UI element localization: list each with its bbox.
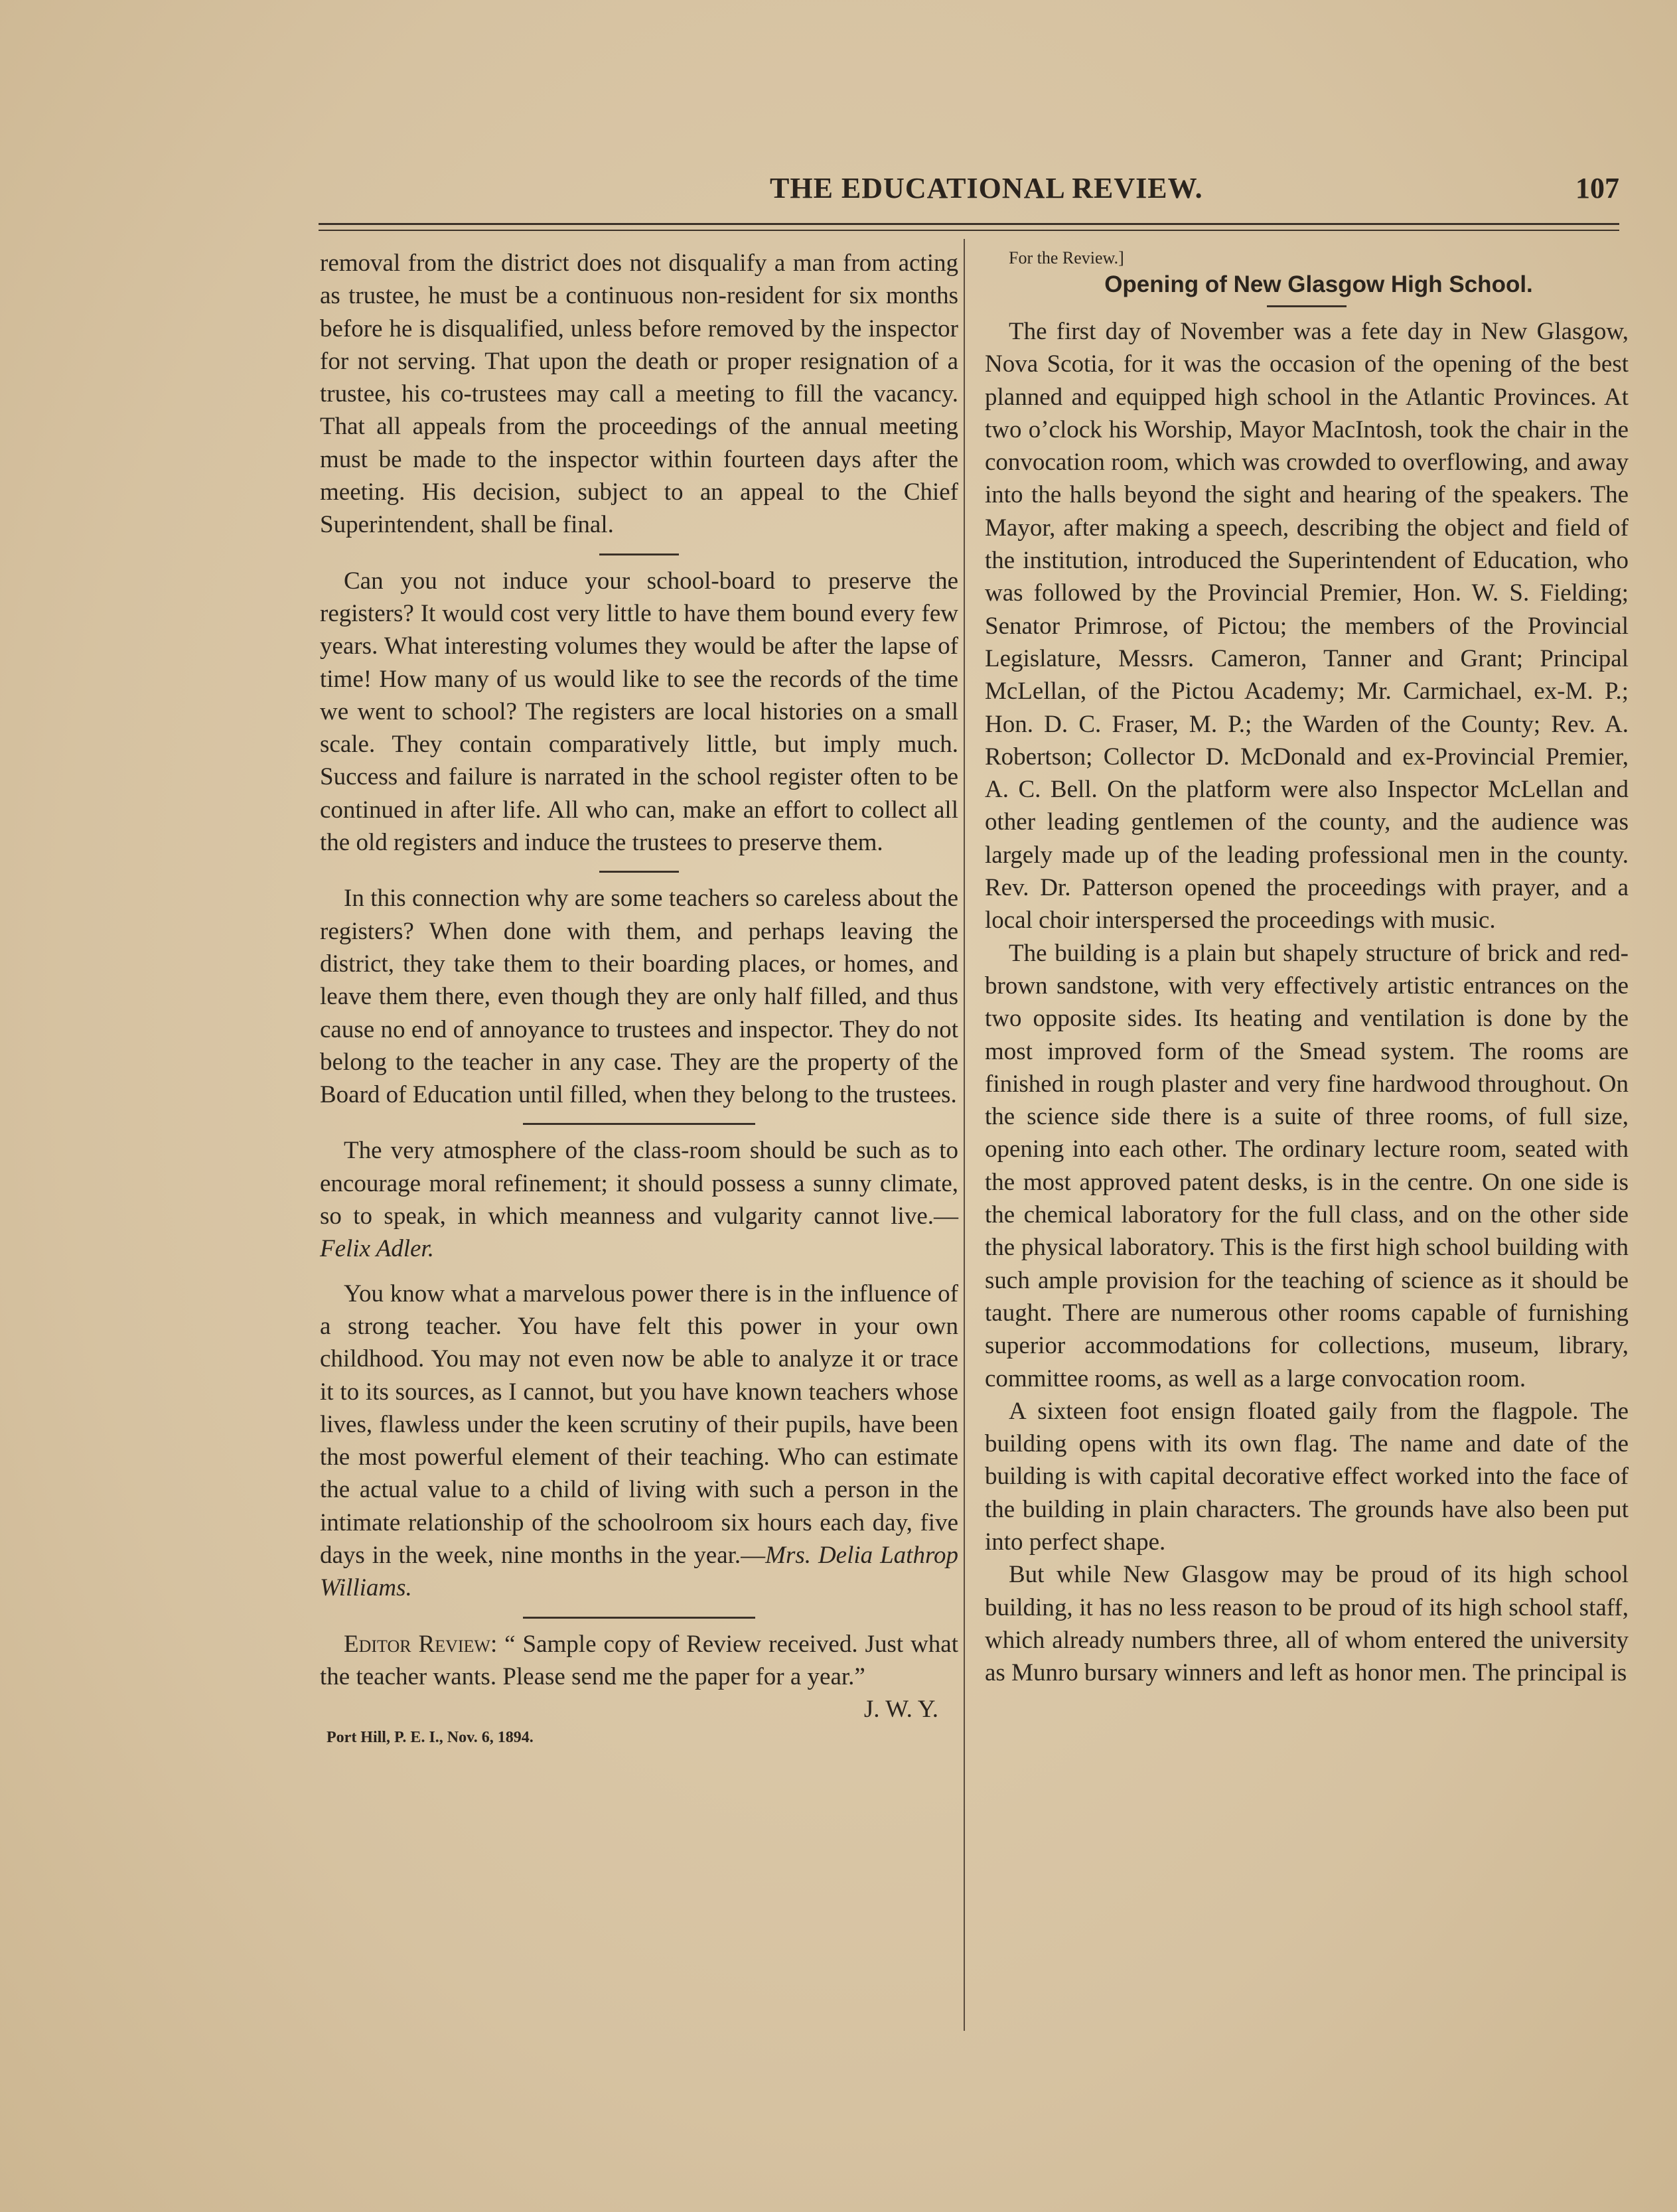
left-paragraph-careless-teachers: In this connection why are some teachers so careless about the registers? When done with them, and perhaps leaving the district, they take them to their boarding places, or homes, and leave them there, even though they are only half filled, and thus cause no end of annoyance to trustees and inspector. They do not belong to the teacher in any case. They are the property of the Board of Education until filled, when they belong to the trustees.	[320, 885, 958, 1109]
letter-signature-row	[320, 1693, 958, 1726]
article-paragraph-staff: But while New Glasgow may be proud of its high school building, it has no less reason to be proud of its high school staff, which already numbers three, all of whom entered the university as Munro bursary winners and left as honor men. The principal is	[985, 1561, 1629, 1687]
article-paragraph-building: The building is a plain but shapely structure of brick and red-brown sandstone, with very effectively artistic entrances on the two opposite sides. Its heating and ventilation is done by the most improved form of the Smead system. The rooms are finished in rough plaster and very fine hardwood throughout. On the science side there is a suite of three rooms, of full size, opening into each other. The ordinary lecture room, seated with the most approved patent desks, is in the centre. On one side is the chemical laboratory for the full class, and on the other side the physical laboratory. This is the first high school building with such ample provision for the teaching of science as it should be taught. There are numerous other rooms capable of furnishing superior accommodations for collections, museum, library, committee rooms, as well as a large convocation room.	[985, 939, 1629, 1392]
left-paragraph-adler-quote	[320, 1134, 958, 1265]
headline-rule	[1267, 305, 1347, 307]
left-paragraph-trustee-rules: removal from the district does not disqualify a man from acting as trustee, he must be a continuous non-resident for six months before he is disqualified, unless before removed by the inspector for not serving. That upon the death or proper resignation of a trustee, his co-trustees may call a meeting to fill the vacancy. That all appeals from the proceedings of the annual meeting must be made to the inspector within fourteen days after the meeting. His decision, subject to an appeal to the Chief Superintendent, shall be final.	[320, 250, 958, 539]
page-number: 107	[1575, 172, 1619, 204]
article-headline: Opening of New Glasgow High School.	[1104, 271, 1533, 297]
left-paragraph-registers: Can you not induce your school-board to preserve the registers? It would cost very little to have them bound every few years. What interesting volumes they would be after the lapse of time! How many of us would like to see the records of the time we went to school? The registers are local histories on a small scale. They contain comparatively little, but imply much. Success and failure is narrated in the school register often to be continued in after life. All who can, make an effort to collect all the old registers and induce the trustees to preserve them.	[320, 567, 958, 857]
letter-text: : “ Sample copy of Review received. Just what the teacher wants. Please send me the paper for a year.”	[320, 1630, 958, 1690]
left-column	[320, 247, 958, 1749]
section-separator	[599, 871, 679, 873]
section-separator	[523, 1123, 755, 1125]
header-rule	[319, 223, 1619, 225]
left-paragraph-letter	[320, 1628, 958, 1694]
article-paragraph-ensign: A sixteen foot ensign floated gaily from the flagpole. The building opens with its own flag. The name and date of the building is with capital decorative effect worked into the face of the building in plain characters. The grounds have also been put into perfect shape.	[985, 1397, 1629, 1556]
letter-signature: J. W. Y.	[863, 1696, 938, 1724]
quote-text: The very atmosphere of the class-room should be such as to encourage moral refinement; it should possess a sunny climate, so to speak, in which meanness and vulgarity cannot live.—	[320, 1137, 958, 1230]
journal-title: THE EDUCATIONAL REVIEW.	[770, 172, 1203, 204]
quote-author: Mrs. Delia Lathrop Williams.	[320, 1541, 958, 1602]
section-separator	[523, 1617, 755, 1619]
column-divider	[964, 239, 965, 2031]
right-column	[985, 247, 1629, 1689]
article-paragraph-opening: The first day of November was a fete day in New Glasgow, Nova Scotia, for it was the occasion of the opening of the best planned and equipped high school in the Atlantic Provinces. At two o’clock his Worship, Mayor MacIntosh, took the chair in the convocation room, which was crowded to overflowing, and away into the halls beyond the sight and hearing of the speakers. The Mayor, after making a speech, describing the object and field of the institution, introduced the Superintendent of Education, who was followed by the Provincial Premier, Hon. W. S. Fielding; Senator Primrose, of Pictou; the members of the Provincial Legislature, Messrs. Cameron, Tanner and Grant; Principal McLellan, of the Pictou Academy; Mr. Carmichael, ex-M. P.; Hon. D. C. Fraser, M. P.; the Warden of the County; Rev. A. Robertson; Collector D. McDonald and ex-Provincial Premier, A. C. Bell. On the platform were also Inspector McLellan and other leading gentlemen of the county, and the audience was largely made up of the leading professional men in the county. Rev. Dr. Patterson opened the proceedings with prayer, and a local choir interspersed the proceedings with music.	[985, 318, 1629, 934]
article-source: For the Review.]	[1009, 248, 1124, 267]
letter-dateline: Port Hill, P. E. I., Nov. 6, 1894.	[327, 1729, 534, 1747]
letter-salutation: Editor Review	[344, 1630, 490, 1658]
quote-text: You know what a marvelous power there is in the influence of a strong teacher. You have felt this power in your own childhood. You may not even now be able to analyze it or trace it to its sources, as I cannot, but you have known teachers whose lives, flawless under the keen scrutiny of their pupils, have been the most powerful element of their teaching. Who can estimate the actual value to a child of living with such a person in the intimate relationship of the schoolroom six hours each day, five days in the week, nine months in the year.—	[320, 1280, 958, 1569]
section-separator	[599, 553, 679, 555]
quote-author: Felix Adler.	[320, 1235, 434, 1263]
left-paragraph-williams-quote	[320, 1278, 958, 1605]
page-header	[319, 166, 1619, 212]
header-rule-secondary	[319, 230, 1619, 231]
